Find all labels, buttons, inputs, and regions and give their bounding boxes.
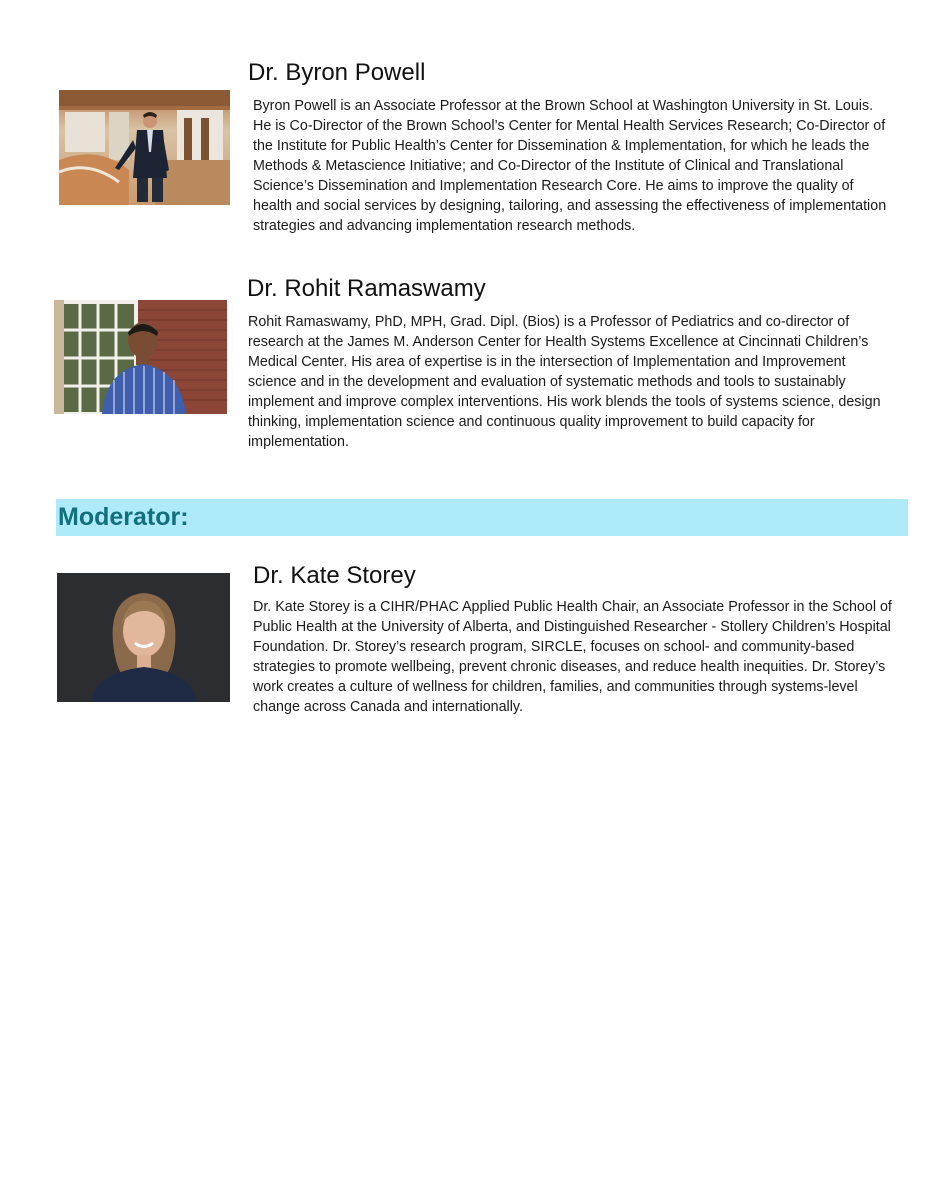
speaker-bio-rohit-ramaswamy: Rohit Ramaswamy, PhD, MPH, Grad. Dipl. (Bios) is a Professor of Pediatrics and co-director of research at the James M. Anderson Center for Health Systems Excellence at Cincinnati Children’s Medical Center. His area of expertise is in the intersection of Implementation and Improvement science and in the development and evaluation of systematic methods and tools to sustainably implement and improve complex interventions. His work blends the tools of systems science, design thinking, implementation science and continuous quality improvement to build capacity for implementation.	[248, 314, 881, 450]
moderator-section-bar	[56, 499, 908, 536]
rohit-ramaswamy-photo	[54, 300, 227, 414]
moderator-bio: Dr. Kate Storey is a CIHR/PHAC Applied Public Health Chair, an Associate Professor in the School of Public Health at the University of Alberta, and Distinguished Researcher - Stollery Children’s Hospital Foundation. Dr. Storey’s research program, SIRCLE, focuses on school- and community-based strategies to promote wellbeing, prevent chronic diseases, and reduce health inequities. Dr. Storey’s work creates a culture of wellness for children, families, and communities through systems-level change across Canada and internationally.	[253, 599, 892, 715]
speaker-name-rohit-ramaswamy: Dr. Rohit Ramaswamy	[247, 275, 486, 302]
kate-storey-photo	[57, 573, 230, 702]
speaker-bio-byron-powell: Byron Powell is an Associate Professor at the Brown School at Washington University in St. Louis. He is Co-Director of the Brown School’s Center for Mental Health Services Research; Co-Director of the Institute for Public Health’s Center for Dissemination & Implementation, for which he leads the Methods & Metascience Initiative; and Co-Director of the Institute of Clinical and Translational Science’s Dissemination and Implementation Research Core. He aims to improve the quality of health and social services by designing, tailoring, and assessing the effectiveness of implementation strategies and advancing implementation research methods.	[253, 98, 887, 234]
moderator-heading: Moderator:	[58, 503, 189, 531]
byron-powell-photo	[59, 90, 230, 205]
speaker-name-byron-powell: Dr. Byron Powell	[248, 59, 426, 86]
moderator-name: Dr. Kate Storey	[253, 562, 416, 589]
